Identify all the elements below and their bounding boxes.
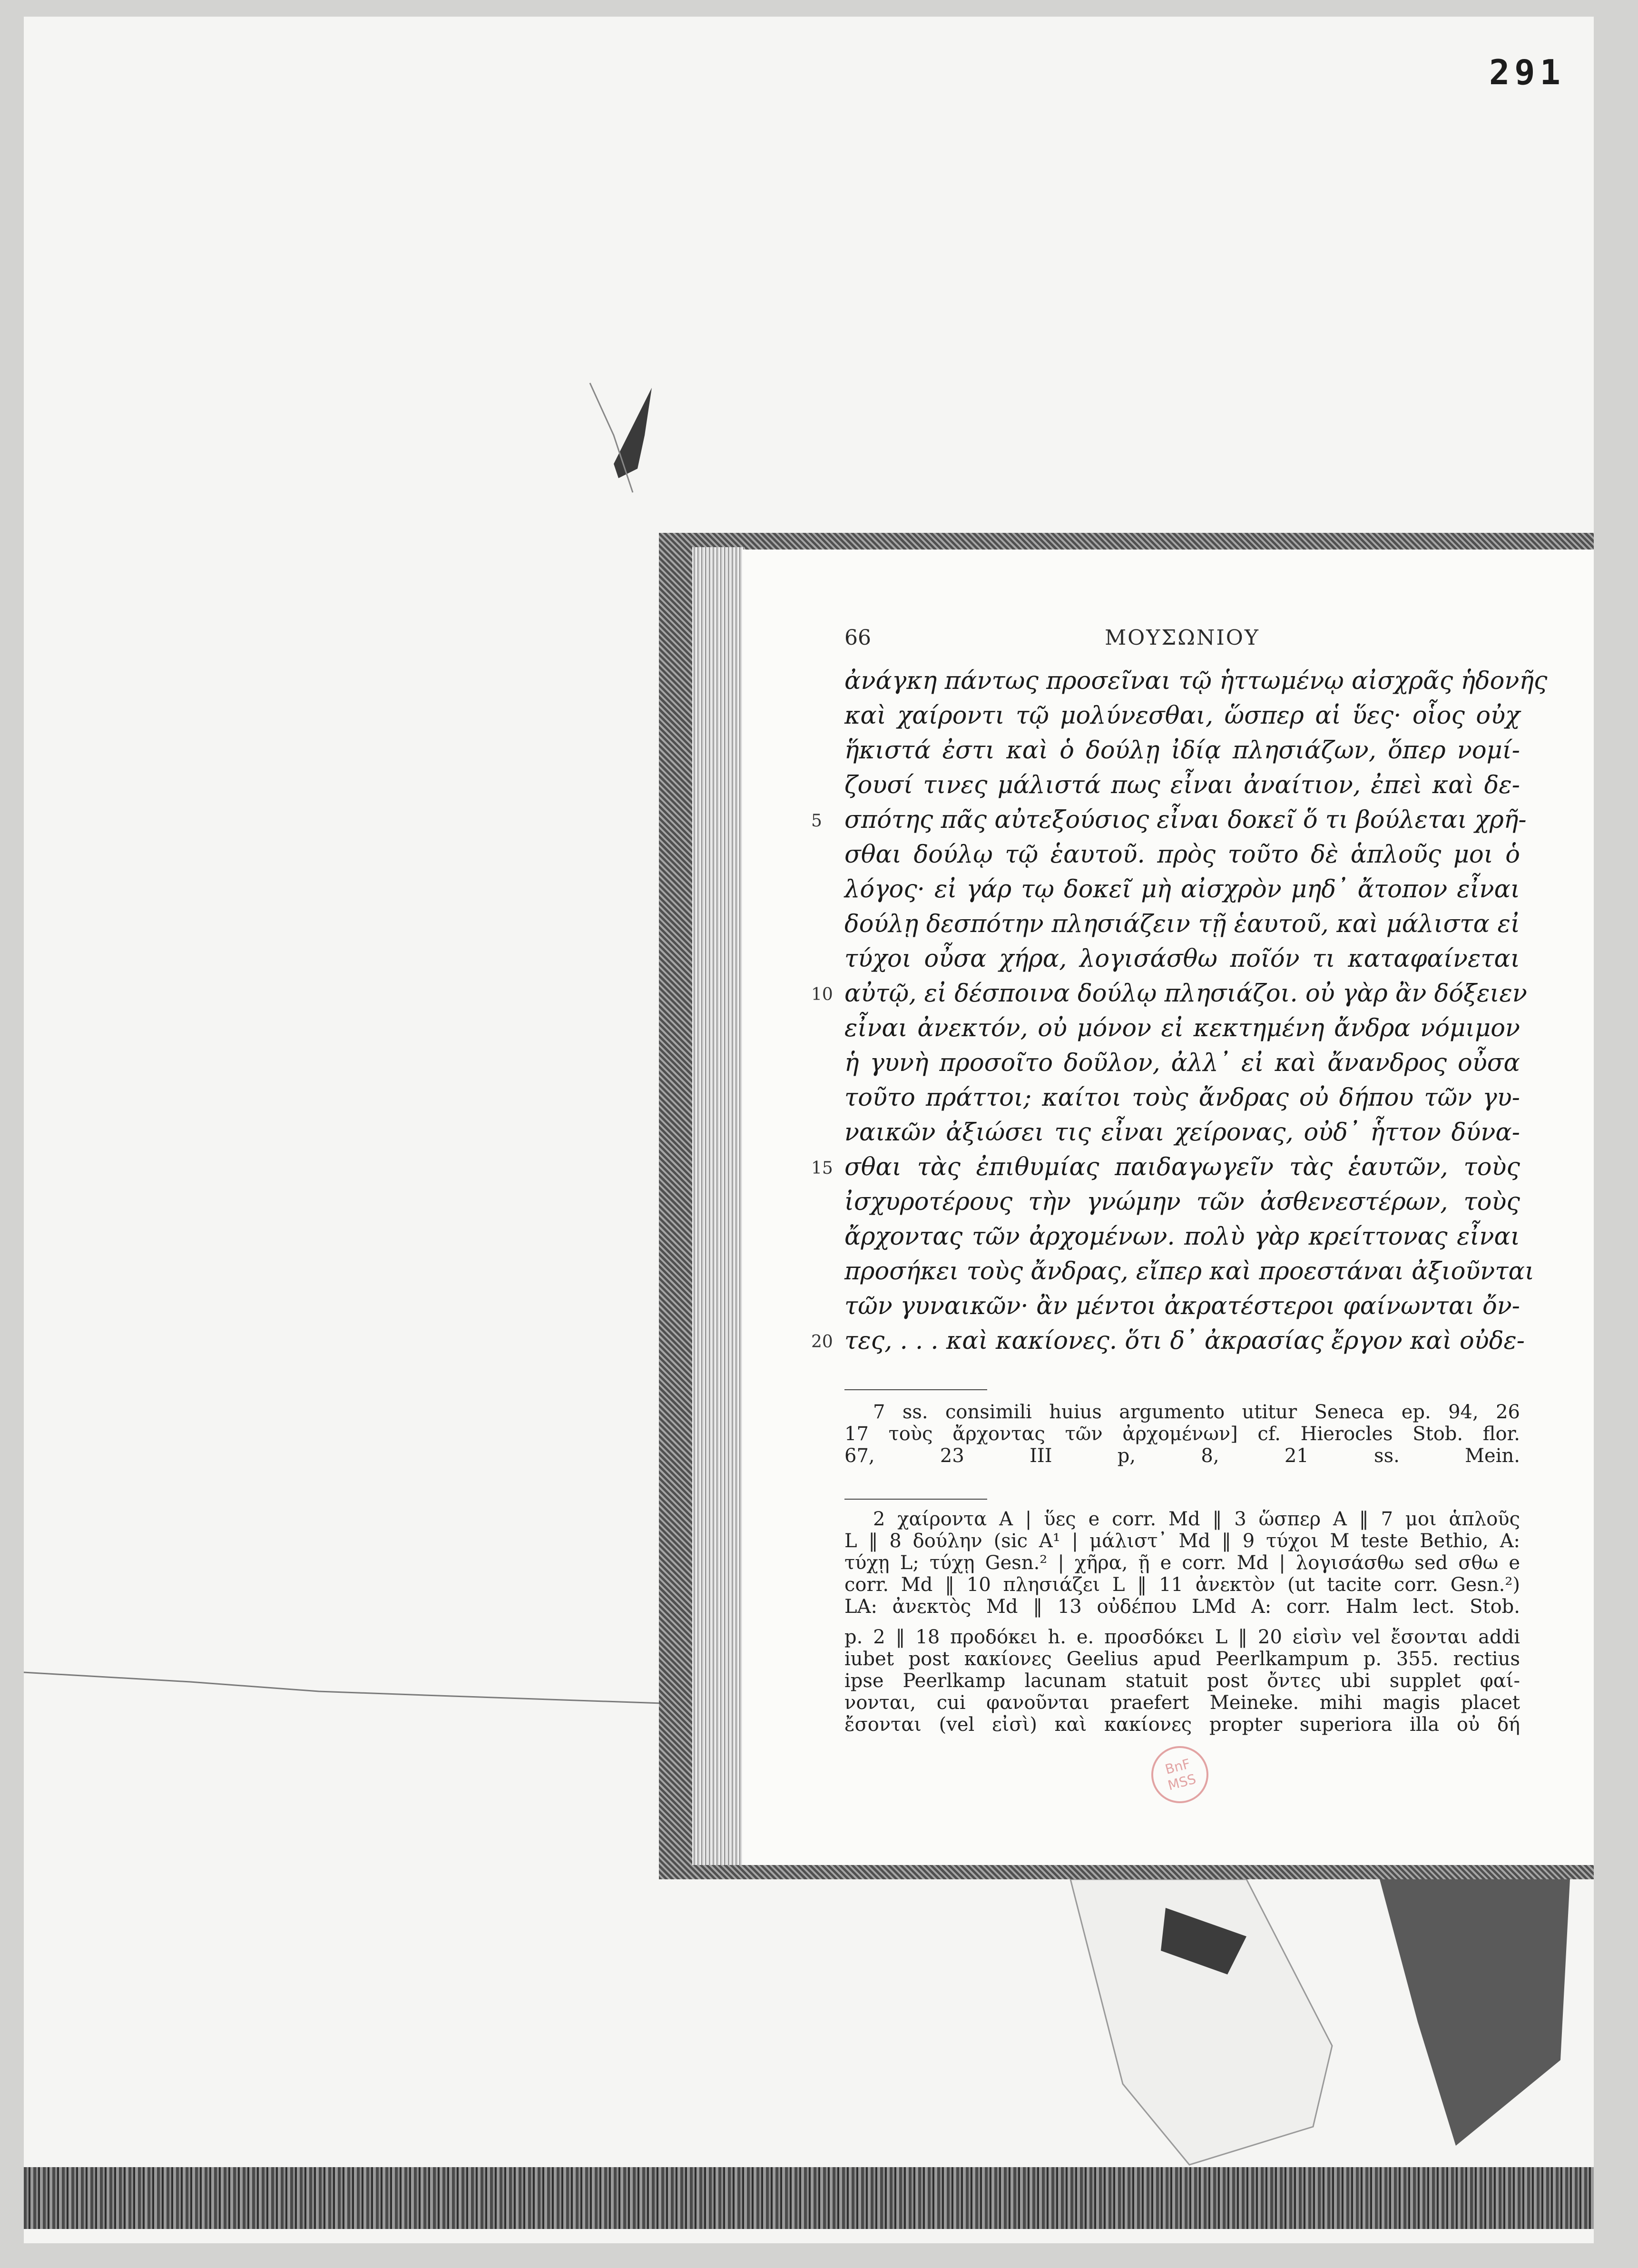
line-text: προσήκει τοὺς ἄνδρας, εἴπερ καὶ προεστάναι ἀξιοῦνται <box>844 1257 1534 1286</box>
line-text: καὶ χαίροντι τῷ μολύνεσθαι, ὥσπερ αἱ ὕες· οἷος οὐχ <box>844 702 1520 730</box>
text-line <box>844 664 1548 698</box>
text-line <box>844 872 1520 907</box>
text-line <box>844 1115 1520 1150</box>
text-line <box>844 837 1520 872</box>
text-line <box>844 1046 1520 1080</box>
testimonia-line: 7 ss. consimili huius argumento utitur Seneca ep. 94, 26 <box>873 1401 1520 1423</box>
text-line <box>811 976 1527 1011</box>
apparatus-line: LA: ἀνεκτὸς Md ‖ 13 οὐδέπου LMd A: corr. Halm lect. Stob. <box>844 1596 1520 1618</box>
line-text: σπότης πᾶς αὐτεξούσιος εἶναι δοκεῖ ὅ τι βούλεται χρῆ- <box>844 806 1527 834</box>
line-text: ἄρχοντας τῶν ἀρχομένων. πολὺ γὰρ κρείττονας εἶναι <box>844 1223 1520 1251</box>
apparatus-line: ipse Peerlkamp lacunam statuit post ὄντες ubi supplet φαί- <box>844 1670 1520 1692</box>
page-number: 66 <box>844 626 871 650</box>
text-line <box>844 1219 1520 1254</box>
folio-number: 291 <box>1489 52 1565 92</box>
apparatus-line: corr. Md ‖ 10 πλησιάζει L ‖ 11 ἀνεκτὸν (ut tacite corr. Gesn.²) <box>844 1574 1520 1596</box>
line-number: 15 <box>811 1159 833 1178</box>
line-text: λόγος· εἰ γάρ τῳ δοκεῖ μὴ αἰσχρὸν μηδ᾽ ἄτοπον εἶναι <box>844 875 1520 903</box>
apparatus-line: τύχῃ L; τύχῃ Gesn.² | χῆρα, ῇ e corr. Md | λογισάσθω sed σθω e <box>844 1552 1520 1574</box>
text-line <box>844 1289 1520 1324</box>
line-text: ἰσχυροτέρους τὴν γνώμην τῶν ἀσθενεστέρων, τοὺς <box>844 1188 1520 1216</box>
apparatus-line: νονται, cui φανοῦνται praefert Meineke. mihi magis placet <box>844 1692 1520 1714</box>
apparatus-line: 2 χαίροντα A | ὕες e corr. Md ‖ 3 ὥσπερ A ‖ 7 μοι ἁπλοῦς <box>873 1508 1520 1530</box>
line-number: 10 <box>811 985 833 1004</box>
line-text: τῶν γυναικῶν· ἂν μέντοι ἀκρατέστεροι φαίνωνται ὄν- <box>844 1292 1520 1320</box>
text-line <box>811 1324 1525 1358</box>
book-photo <box>659 533 1594 1879</box>
line-text: εἶναι ἀνεκτόν, οὐ μόνον εἰ κεκτημένη ἄνδρα νόμιμον <box>844 1014 1520 1042</box>
scan-torn-corner <box>1047 1879 1594 2174</box>
notes-rule <box>844 1389 987 1390</box>
apparatus-criticus <box>844 1508 1520 1736</box>
apparatus-line: iubet post κακίονες Geelius apud Peerlkampum p. 355. rectius <box>844 1648 1520 1670</box>
testimonia-line: 67, 23 III p, 8, 21 ss. Mein. <box>844 1445 1520 1467</box>
line-text: αὐτῷ, εἰ δέσποινα δούλῳ πλησιάζοι. οὐ γὰρ ἂν δόξειεν <box>844 980 1527 1008</box>
apparatus-line: L ‖ 8 δούλην (sic A¹ | μάλιστ᾽ Md ‖ 9 τύχοι M teste Bethio, A: <box>844 1530 1520 1552</box>
scanner-edge-band <box>24 2167 1594 2229</box>
text-line <box>844 733 1520 768</box>
line-text: τες, . . . καὶ κακίονες. ὅτι δ᾽ ἀκρασίας ἔργον καὶ οὐδε- <box>844 1327 1525 1355</box>
line-text: σθαι δούλῳ τῷ ἑαυτοῦ. πρὸς τοῦτο δὲ ἁπλοῦς μοι ὁ <box>844 841 1520 869</box>
line-text: ναικῶν ἀξιώσει τις εἶναι χείρονας, οὐδ᾽ ἧττον δύνα- <box>844 1119 1520 1147</box>
line-text: ἥκιστά ἐστι καὶ ὁ δούλῃ ἰδίᾳ πλησιάζων, ὅπερ νομί- <box>844 736 1520 765</box>
text-line <box>844 768 1520 803</box>
line-text: ζουσί τινες μάλιστά πως εἶναι ἀναίτιον, ἐπεὶ καὶ δε- <box>844 771 1520 799</box>
scan-crease-line <box>24 1658 661 1715</box>
text-line <box>811 803 1527 837</box>
text-line <box>811 1150 1520 1185</box>
line-number: 20 <box>811 1332 833 1352</box>
apparatus-line: ἔσονται (vel εἰσὶ) καὶ κακίονες propter superiora illa οὐ δή <box>844 1714 1520 1736</box>
text-line <box>844 698 1520 733</box>
book-page <box>742 550 1594 1865</box>
text-line <box>844 942 1520 976</box>
text-line <box>844 1011 1520 1046</box>
line-text: ἡ γυνὴ προσοῖτο δοῦλον, ἀλλ᾽ εἰ καὶ ἄνανδρος οὖσα <box>844 1049 1520 1077</box>
apparatus-rule <box>844 1499 987 1500</box>
line-text: σθαι τὰς ἐπιθυμίας παιδαγωγεῖν τὰς ἑαυτῶν, τοὺς <box>844 1153 1520 1181</box>
text-line <box>844 1254 1534 1289</box>
library-stamp: BnF MSS <box>1145 1740 1215 1810</box>
testimonia-line: 17 τοὺς ἄρχοντας τῶν ἀρχομένων] cf. Hierocles Stob. flor. <box>844 1423 1520 1445</box>
line-text: τοῦτο πράττοι; καίτοι τοὺς ἄνδρας οὐ δήπου τῶν γυ- <box>844 1084 1520 1112</box>
running-head <box>844 626 1520 654</box>
apparatus-line: p. 2 ‖ 18 προδόκει h. e. προσδόκει L ‖ 20 εἰσὶν vel ἔσονται addi <box>844 1626 1520 1648</box>
photocopy-sheet <box>24 17 1594 2243</box>
running-title: ΜΟΥΣΩΝΙΟΥ <box>1105 626 1260 650</box>
text-line <box>844 1185 1520 1219</box>
line-text: δούλῃ δεσπότην πλησιάζειν τῇ ἑαυτοῦ, καὶ μάλιστα εἰ <box>844 910 1520 938</box>
line-number: 5 <box>811 811 822 831</box>
page-edges <box>692 547 745 1865</box>
scan-smudge <box>561 369 666 511</box>
text-line <box>844 1080 1520 1115</box>
line-text: ἀνάγκη πάντως προσεῖναι τῷ ἡττωμένῳ αἰσχρᾶς ἡδονῆς <box>844 667 1548 695</box>
line-text: τύχοι οὖσα χήρα, λογισάσθω ποῖόν τι καταφαίνεται <box>844 945 1520 973</box>
main-text <box>811 664 1548 1358</box>
testimonia-notes <box>844 1401 1520 1467</box>
text-line <box>844 907 1520 942</box>
